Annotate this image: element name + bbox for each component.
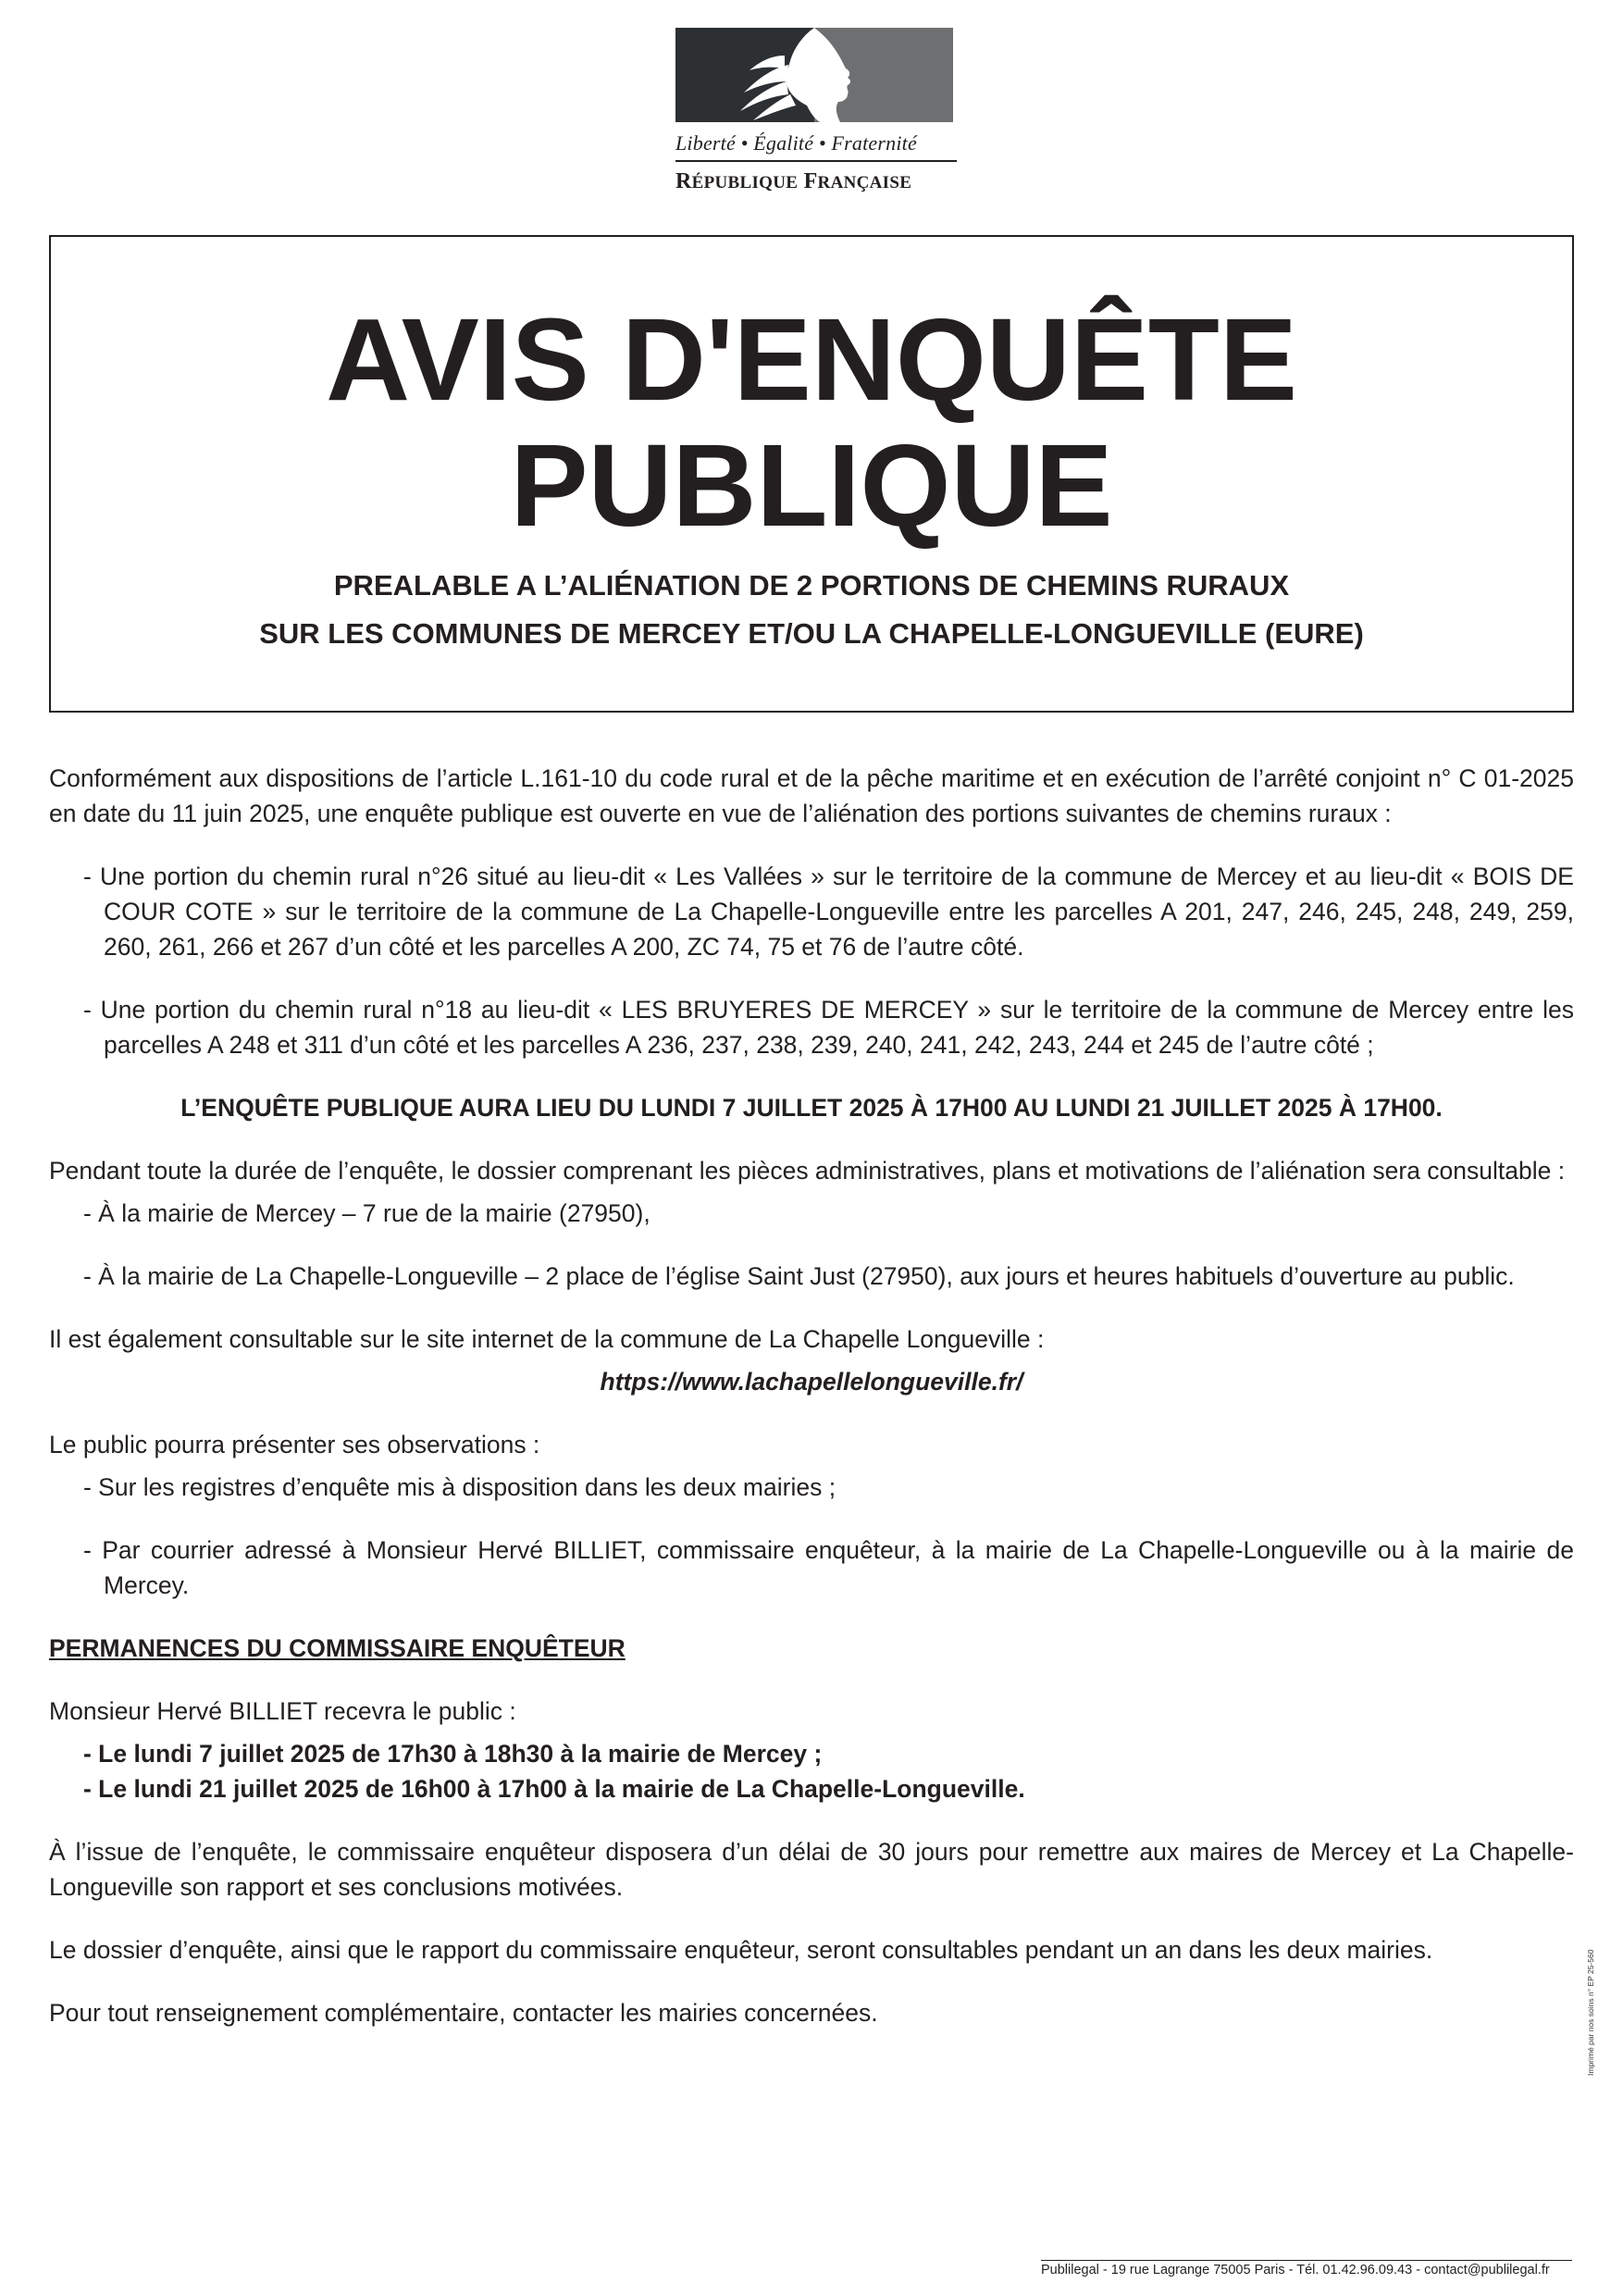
intro-paragraph: Conformément aux dispositions de l’article L.161-10 du code rural et de la pêche maritime et en exécution de l’arrêté conjoint n° C 01-2025 en date du 11 juin 2025, une enquête publique est ouverte en vue de l’aliénation des portions suivantes de chemins ruraux : bbox=[49, 764, 1574, 827]
footer-divider bbox=[1041, 2260, 1572, 2261]
contact-paragraph: Pour tout renseignement complémentaire, contacter les mairies concernées. bbox=[49, 1999, 878, 2027]
republique-francaise-text: RÉPUBLIQUE FRANÇAISE bbox=[675, 169, 912, 193]
receive-paragraph: Monsieur Hervé BILLIET recevra le public : bbox=[49, 1697, 516, 1725]
title-line-2: PUBLIQUE bbox=[510, 420, 1113, 551]
session-item-2: - Le lundi 21 juillet 2025 de 16h00 à 17h00 à la mairie de La Chapelle-Longueville. bbox=[83, 1775, 1025, 1803]
subtitle bbox=[51, 562, 1572, 658]
title-box bbox=[49, 235, 1574, 713]
notice-body bbox=[49, 761, 1574, 2030]
conclusion-paragraph-1: À l’issue de l’enquête, le commissaire enquêteur disposera d’un délai de 30 jours pour remettre aux maires de Mercey et La Chapelle-Longueville son rapport et ses conclusions motivées. bbox=[49, 1838, 1574, 1901]
location-item-1: - À la mairie de Mercey – 7 rue de la mairie (27950), bbox=[83, 1199, 650, 1227]
website-link[interactable]: https://www.lachapellelongueville.fr/ bbox=[600, 1368, 1023, 1396]
imprint-note: Imprimé par nos soins n° EP 25-560 bbox=[1586, 1949, 1595, 2076]
subtitle-line-2: SUR LES COMMUNES DE MERCEY ET/OU LA CHAPELLE-LONGUEVILLE (EURE) bbox=[259, 617, 1364, 650]
page-title bbox=[51, 294, 1572, 551]
marianne-icon bbox=[675, 28, 953, 122]
observation-item-1: - Sur les registres d’enquête mis à disposition dans les deux mairies ; bbox=[83, 1473, 836, 1501]
conclusion-paragraph-2: Le dossier d’enquête, ainsi que le rapport du commissaire enquêteur, seront consultables pendant un an dans les deux mairies. bbox=[49, 1936, 1433, 1964]
republique-francaise-logo bbox=[675, 28, 957, 194]
title-line-1: AVIS D'ENQUÊTE bbox=[326, 294, 1297, 425]
portion-item-2: - Une portion du chemin rural n°18 au lieu-dit « LES BRUYERES DE MERCEY » sur le territoire de la commune de Mercey entre les parcelles A 248 et 311 d’un côté et les parcelles A 236, 237, 238, 239, 240, 241, 242, 243, 244 et 245 de l’autre côté ; bbox=[83, 996, 1574, 1059]
internet-paragraph: Il est également consultable sur le site internet de la commune de La Chapelle Longueville : bbox=[49, 1325, 1045, 1353]
consultation-intro: Pendant toute la durée de l’enquête, le dossier comprenant les pièces administratives, plans et motivations de l’aliénation sera consultable : bbox=[49, 1157, 1566, 1185]
subtitle-line-1: PREALABLE A L’ALIÉNATION DE 2 PORTIONS DE CHEMINS RURAUX bbox=[333, 569, 1290, 602]
portion-item-1: - Une portion du chemin rural n°26 situé au lieu-dit « Les Vallées » sur le territoire de la commune de Mercey et au lieu-dit « BOIS DE COUR COTE » sur le territoire de la commune de La Chapelle-Longueville entre les parcelles A 201, 247, 246, 245, 248, 249, 259, 260, 261, 266 et 267 d’un côté et les parcelles A 200, ZC 74, 75 et 76 de l’autre côté. bbox=[83, 863, 1574, 961]
observations-intro: Le public pourra présenter ses observations : bbox=[49, 1431, 540, 1458]
permanences-heading: PERMANENCES DU COMMISSAIRE ENQUÊTEUR bbox=[49, 1634, 626, 1662]
enquiry-dates: L’ENQUÊTE PUBLIQUE AURA LIEU DU LUNDI 7 JUILLET 2025 À 17H00 AU LUNDI 21 JUILLET 2025 À 17H00. bbox=[180, 1094, 1443, 1122]
observation-item-2: - Par courrier adressé à Monsieur Hervé BILLIET, commissaire enquêteur, à la mairie de La Chapelle-Longueville ou à la mairie de Mercey. bbox=[83, 1536, 1574, 1599]
motto: Liberté • Égalité • Fraternité bbox=[675, 131, 957, 162]
publisher-footer: Publilegal - 19 rue Lagrange 75005 Paris - Tél. 01.42.96.09.43 - contact@publilegal.fr bbox=[1041, 2263, 1550, 2277]
session-item-1: - Le lundi 7 juillet 2025 de 17h30 à 18h30 à la mairie de Mercey ; bbox=[83, 1740, 823, 1768]
location-item-2: - À la mairie de La Chapelle-Longueville – 2 place de l’église Saint Just (27950), aux jours et heures habituels d’ouverture au public. bbox=[83, 1262, 1515, 1290]
